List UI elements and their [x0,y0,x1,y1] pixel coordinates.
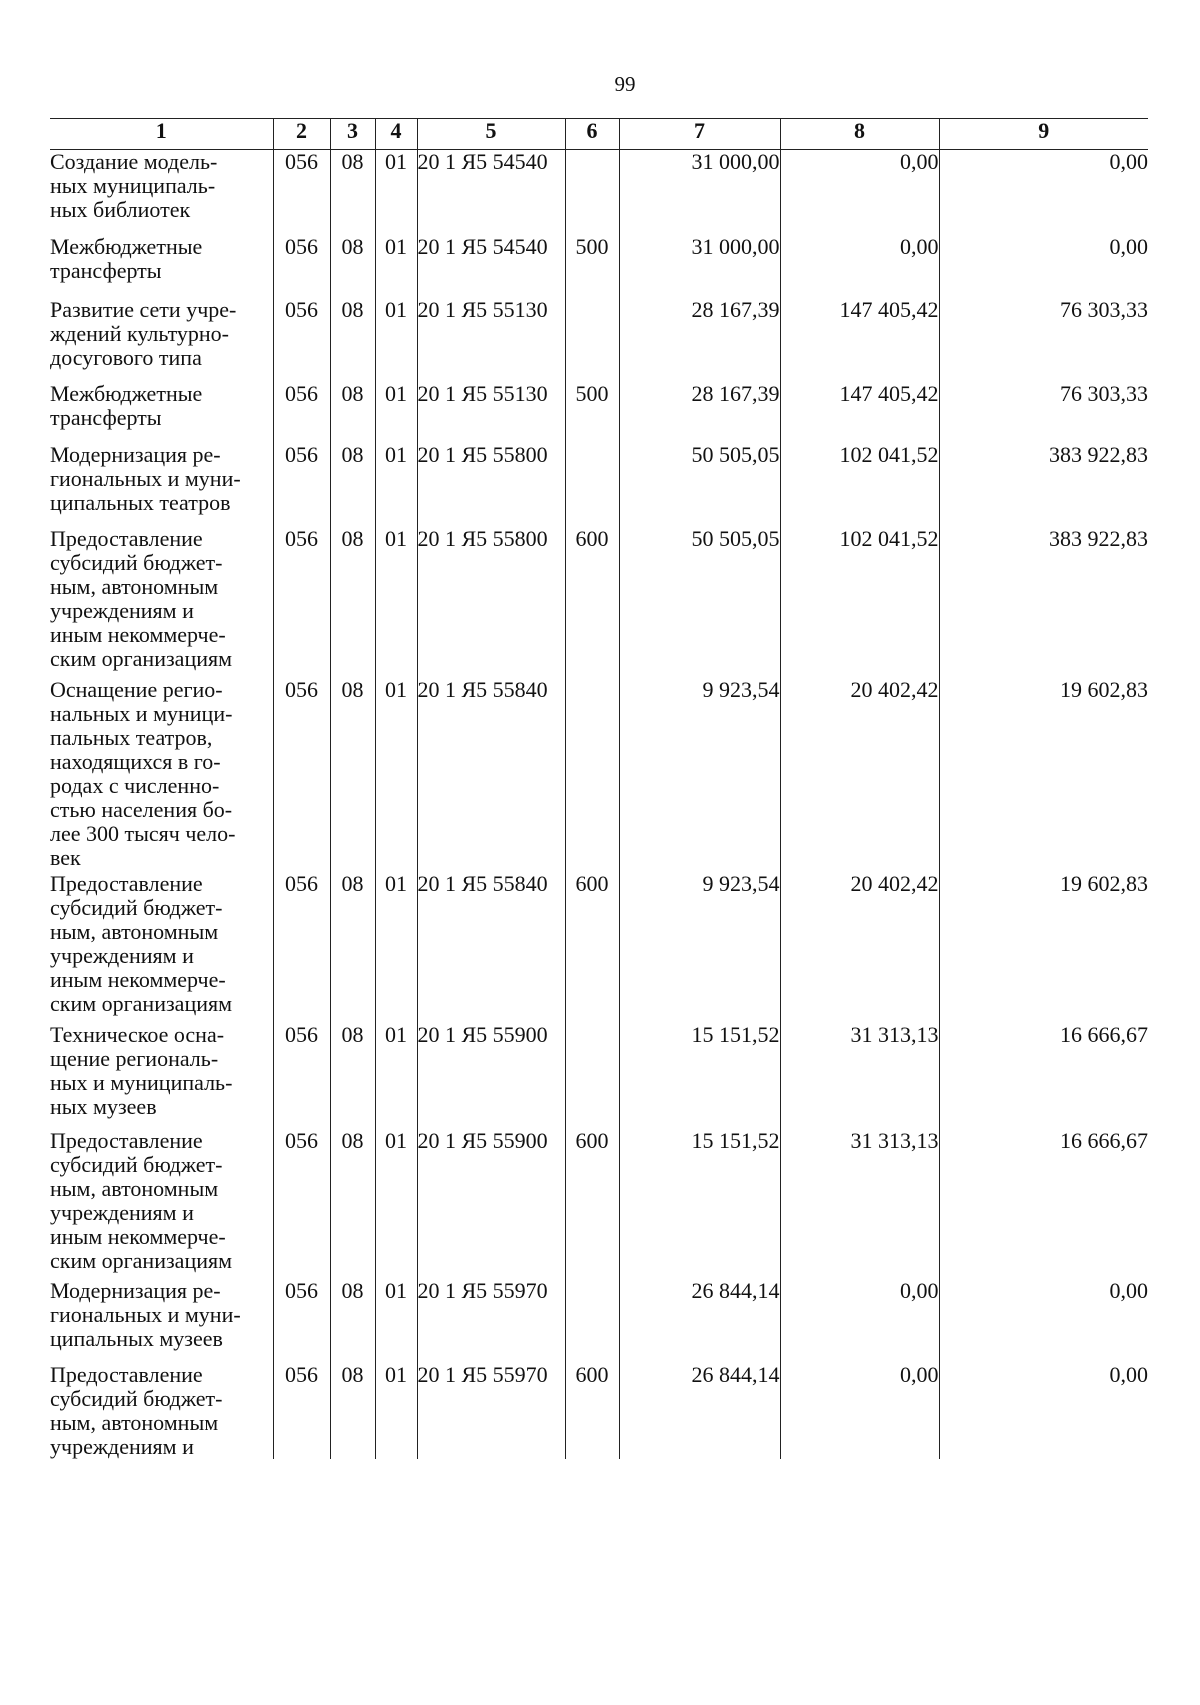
code-4-cell: 01 [375,150,417,235]
row-name-cell: Межбюджетные трансферты [50,235,273,298]
amount-9-cell: 0,00 [939,235,1148,298]
code-5-cell: 20 1 Я5 55840 [417,872,565,1023]
code-4-cell: 01 [375,443,417,527]
table-row [50,1363,1148,1459]
code-6-cell: 600 [565,872,619,1023]
code-2-cell: 056 [273,1129,330,1279]
code-2-cell: 056 [273,150,330,235]
code-2-cell: 056 [273,443,330,527]
code-3-cell: 08 [330,872,375,1023]
table-row [50,678,1148,872]
row-name-cell: Предоставление субсидий бюджет- ным, автономным учреждениям и [50,1363,273,1459]
table-row [50,527,1148,678]
code-3-cell: 08 [330,1279,375,1363]
row-name-cell: Модернизация ре- гиональных и муни- ципальных музеев [50,1279,273,1363]
column-header-2: 2 [273,119,330,150]
amount-7-cell: 31 000,00 [619,235,780,298]
amount-7-cell: 26 844,14 [619,1279,780,1363]
code-6-cell: 500 [565,382,619,443]
code-3-cell: 08 [330,382,375,443]
amount-8-cell: 102 041,52 [780,443,939,527]
row-name-cell: Создание модель- ных муниципаль- ных библиотек [50,150,273,235]
amount-8-cell: 31 313,13 [780,1023,939,1129]
table-row [50,1129,1148,1279]
amount-8-cell: 0,00 [780,1363,939,1459]
code-5-cell: 20 1 Я5 55970 [417,1363,565,1459]
code-3-cell: 08 [330,1023,375,1129]
code-3-cell: 08 [330,1363,375,1459]
code-5-cell: 20 1 Я5 55970 [417,1279,565,1363]
code-4-cell: 01 [375,235,417,298]
code-3-cell: 08 [330,1129,375,1279]
code-6-cell: 600 [565,1363,619,1459]
code-2-cell: 056 [273,872,330,1023]
amount-7-cell: 28 167,39 [619,298,780,382]
code-5-cell: 20 1 Я5 55800 [417,443,565,527]
code-5-cell: 20 1 Я5 55900 [417,1023,565,1129]
table-row [50,1023,1148,1129]
code-6-cell: 500 [565,235,619,298]
code-6-cell [565,150,619,235]
code-2-cell: 056 [273,527,330,678]
amount-9-cell: 0,00 [939,1279,1148,1363]
amount-8-cell: 102 041,52 [780,527,939,678]
amount-7-cell: 26 844,14 [619,1363,780,1459]
code-5-cell: 20 1 Я5 55800 [417,527,565,678]
amount-8-cell: 20 402,42 [780,872,939,1023]
amount-9-cell: 383 922,83 [939,443,1148,527]
code-6-cell: 600 [565,527,619,678]
amount-9-cell: 16 666,67 [939,1023,1148,1129]
code-5-cell: 20 1 Я5 54540 [417,235,565,298]
code-5-cell: 20 1 Я5 55130 [417,298,565,382]
amount-9-cell: 19 602,83 [939,678,1148,872]
amount-8-cell: 147 405,42 [780,298,939,382]
row-name-cell: Предоставление субсидий бюджет- ным, автономным учреждениям и иным некоммерче- ским организациям [50,527,273,678]
table-header [50,119,1148,150]
table-row [50,382,1148,443]
code-2-cell: 056 [273,235,330,298]
amount-7-cell: 9 923,54 [619,872,780,1023]
amount-7-cell: 50 505,05 [619,527,780,678]
code-6-cell: 600 [565,1129,619,1279]
amount-9-cell: 16 666,67 [939,1129,1148,1279]
amount-9-cell: 76 303,33 [939,298,1148,382]
row-name-cell: Техническое осна- щение региональ- ных и муниципаль- ных музеев [50,1023,273,1129]
code-5-cell: 20 1 Я5 55900 [417,1129,565,1279]
column-header-5: 5 [417,119,565,150]
amount-9-cell: 383 922,83 [939,527,1148,678]
amount-9-cell: 0,00 [939,1363,1148,1459]
amount-8-cell: 0,00 [780,150,939,235]
amount-7-cell: 15 151,52 [619,1129,780,1279]
code-6-cell [565,1023,619,1129]
table-body [50,150,1148,1459]
code-2-cell: 056 [273,1023,330,1129]
table-row [50,298,1148,382]
amount-8-cell: 0,00 [780,1279,939,1363]
code-4-cell: 01 [375,1363,417,1459]
code-6-cell [565,1279,619,1363]
code-4-cell: 01 [375,1023,417,1129]
column-header-8: 8 [780,119,939,150]
code-4-cell: 01 [375,1129,417,1279]
amount-7-cell: 9 923,54 [619,678,780,872]
header-row [50,119,1148,150]
table-row [50,443,1148,527]
budget-table [50,118,1148,1459]
code-4-cell: 01 [375,872,417,1023]
amount-9-cell: 0,00 [939,150,1148,235]
row-name-cell: Предоставление субсидий бюджет- ным, автономным учреждениям и иным некоммерче- ским организациям [50,872,273,1023]
code-3-cell: 08 [330,527,375,678]
amount-8-cell: 147 405,42 [780,382,939,443]
amount-7-cell: 50 505,05 [619,443,780,527]
amount-7-cell: 31 000,00 [619,150,780,235]
code-2-cell: 056 [273,298,330,382]
code-6-cell [565,298,619,382]
code-3-cell: 08 [330,678,375,872]
code-3-cell: 08 [330,298,375,382]
row-name-cell: Предоставление субсидий бюджет- ным, автономным учреждениям и иным некоммерче- ским организациям [50,1129,273,1279]
code-3-cell: 08 [330,443,375,527]
code-5-cell: 20 1 Я5 55840 [417,678,565,872]
table-row [50,150,1148,235]
row-name-cell: Межбюджетные трансферты [50,382,273,443]
column-header-6: 6 [565,119,619,150]
amount-9-cell: 19 602,83 [939,872,1148,1023]
code-2-cell: 056 [273,678,330,872]
code-2-cell: 056 [273,382,330,443]
column-header-1: 1 [50,119,273,150]
amount-8-cell: 0,00 [780,235,939,298]
code-4-cell: 01 [375,298,417,382]
row-name-cell: Модернизация ре- гиональных и муни- ципальных театров [50,443,273,527]
code-2-cell: 056 [273,1363,330,1459]
page-number: 99 [614,72,636,96]
code-4-cell: 01 [375,382,417,443]
code-4-cell: 01 [375,1279,417,1363]
amount-8-cell: 20 402,42 [780,678,939,872]
row-name-cell: Развитие сети учре- ждений культурно- досугового типа [50,298,273,382]
code-6-cell [565,443,619,527]
row-name-cell: Оснащение регио- нальных и муници- пальных театров, находящихся в го- родах с численно- стью населения бо- лее 300 тысяч чело- век [50,678,273,872]
table-row [50,1279,1148,1363]
code-2-cell: 056 [273,1279,330,1363]
column-header-4: 4 [375,119,417,150]
table-row [50,235,1148,298]
code-6-cell [565,678,619,872]
amount-8-cell: 31 313,13 [780,1129,939,1279]
code-4-cell: 01 [375,527,417,678]
column-header-3: 3 [330,119,375,150]
amount-7-cell: 15 151,52 [619,1023,780,1129]
table-row [50,872,1148,1023]
code-3-cell: 08 [330,235,375,298]
code-5-cell: 20 1 Я5 54540 [417,150,565,235]
code-5-cell: 20 1 Я5 55130 [417,382,565,443]
code-4-cell: 01 [375,678,417,872]
code-3-cell: 08 [330,150,375,235]
amount-9-cell: 76 303,33 [939,382,1148,443]
amount-7-cell: 28 167,39 [619,382,780,443]
column-header-7: 7 [619,119,780,150]
column-header-9: 9 [939,119,1148,150]
